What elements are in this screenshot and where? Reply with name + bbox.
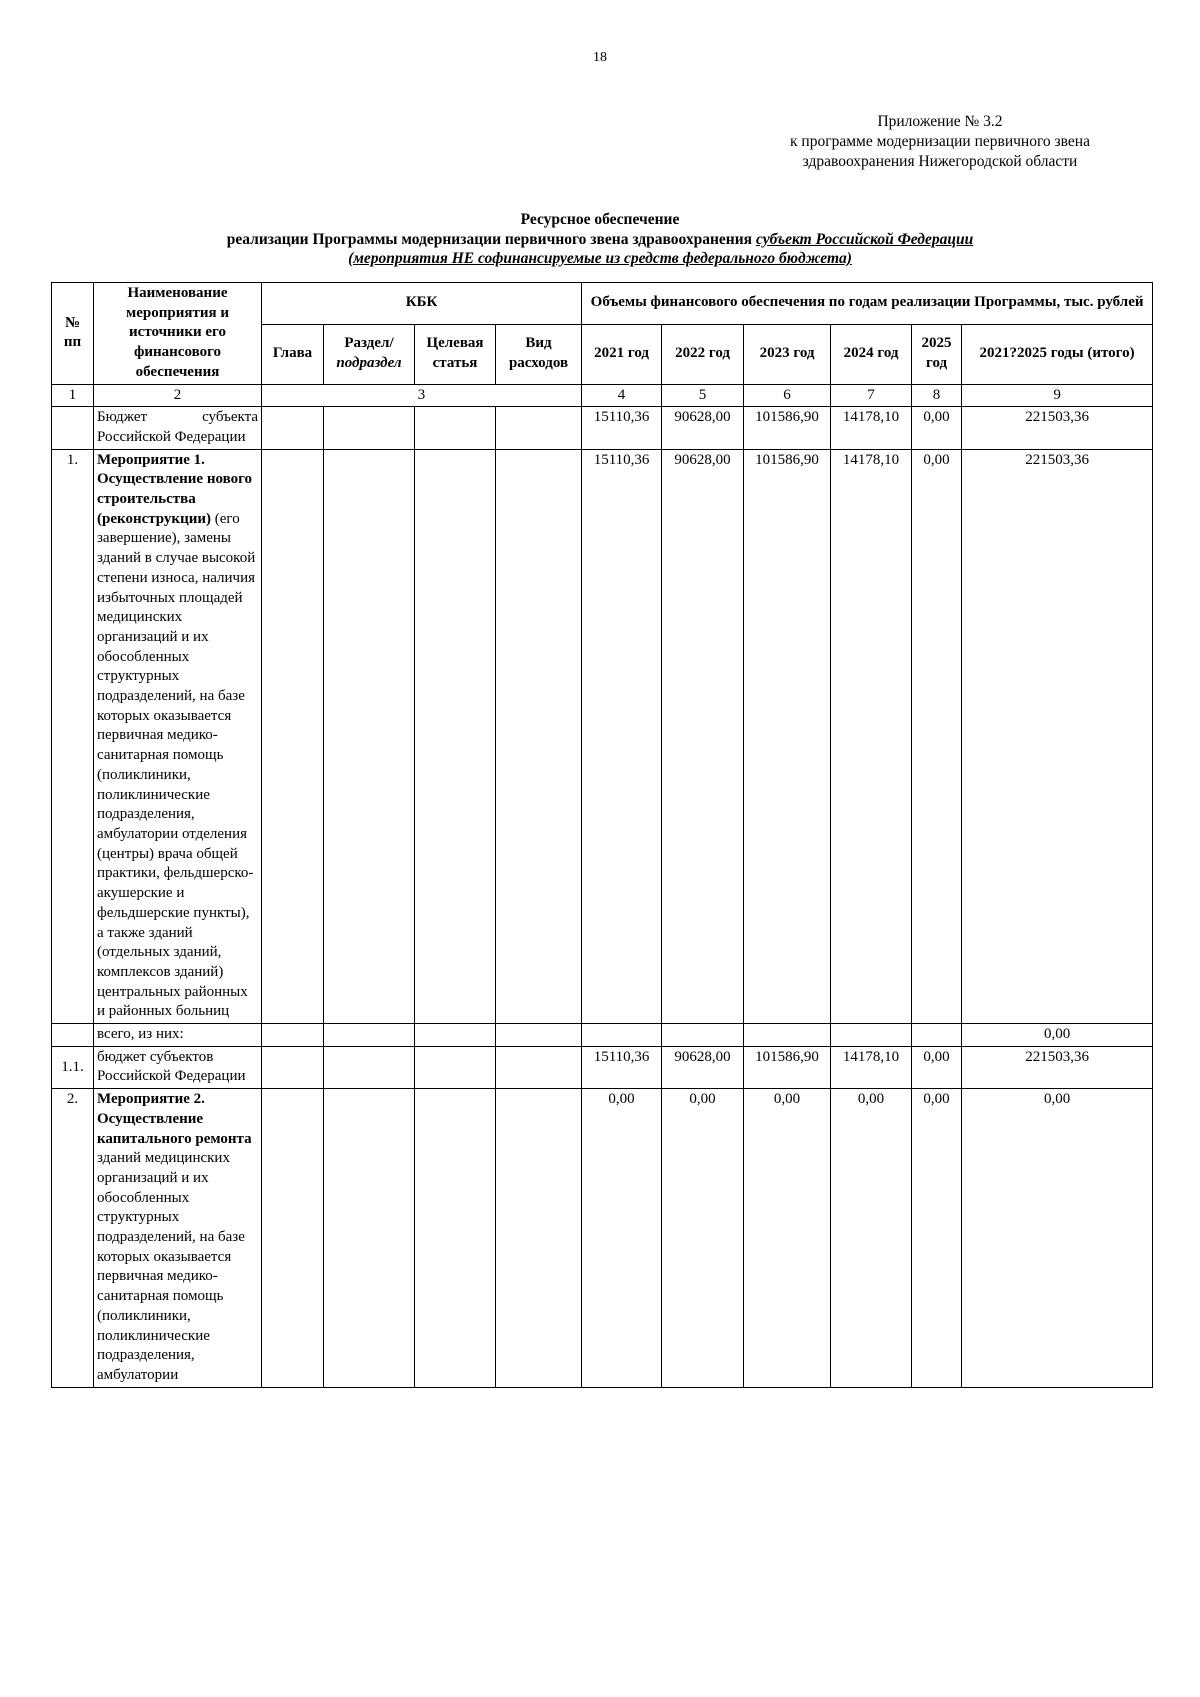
header-2023: 2023 год [744, 324, 831, 384]
cell-2024: 14178,10 [831, 407, 912, 449]
cell-vid [496, 1089, 582, 1388]
table-row-1-1 [52, 1046, 1153, 1088]
measure-2-description: зданий медицинских организаций и их обособленных структурных подразделений, на базе которых оказывается первичная медико-санитарная помощь (поликлиники, поликлинические подразделения, амбулатории [97, 1150, 245, 1383]
cell-2021: 0,00 [582, 1089, 662, 1388]
cell-glava [262, 1089, 324, 1388]
cell-2025: 0,00 [912, 1089, 962, 1388]
page-number: 18 [593, 50, 607, 65]
table-row-total-of [52, 1024, 1153, 1047]
header-razdel [324, 324, 415, 384]
measure-1-description: (его завершение), замены зданий в случае высокой степени износа, наличия избыточных площадей медицинских организаций и их обособленных структурных подразделений, на базе которых оказывается первичная медико-санитарная помощь (поликлиники, поликлинические подразделения, амбулатории отделения (центры) врача общей практики, фельдшерско-акушерские и фельдшерские пункты), а также зданий (отдельных зданий, комплексов зданий) центральных районных и районных больниц [97, 510, 256, 1020]
header-2022: 2022 год [662, 324, 744, 384]
cell-glava [262, 1046, 324, 1088]
cell-total: 0,00 [962, 1024, 1153, 1047]
header-num: № пп [52, 283, 94, 385]
title-line-2-plain: реализации Программы модернизации первичного звена здравоохранения [226, 230, 756, 248]
cell-2023: 101586,90 [744, 1046, 831, 1088]
resource-table [51, 282, 1153, 1388]
table-row-measure-1 [52, 449, 1153, 1023]
cell-2021: 15110,36 [582, 1046, 662, 1088]
title-line-1: Ресурсное обеспечение [520, 211, 680, 228]
cell-celevaya [415, 449, 496, 1023]
cell-total: 221503,36 [962, 407, 1153, 449]
cell-2023: 0,00 [744, 1089, 831, 1388]
cell-celevaya [415, 1024, 496, 1047]
cell-vid [496, 1024, 582, 1047]
cell-vid [496, 1046, 582, 1088]
cell-2023: 101586,90 [744, 407, 831, 449]
col-index-6: 6 [744, 384, 831, 407]
cell-num: 2. [52, 1089, 94, 1388]
cell-2021 [582, 1024, 662, 1047]
cell-2024: 0,00 [831, 1089, 912, 1388]
col-index-5: 5 [662, 384, 744, 407]
cell-num: 1. [52, 449, 94, 1023]
appendix-note [760, 112, 1120, 172]
cell-total: 0,00 [962, 1089, 1153, 1388]
cell-num: 1.1. [52, 1046, 94, 1088]
header-row-1 [52, 283, 1153, 325]
header-vid: Вид расходов [496, 324, 582, 384]
cell-glava [262, 449, 324, 1023]
measure-2-title: Мероприятие 2. Осуществление капитального ремонта [97, 1091, 252, 1147]
cell-razdel [324, 1089, 415, 1388]
col-index-9: 9 [962, 384, 1153, 407]
appendix-line-1: Приложение № 3.2 [877, 113, 1003, 130]
cell-2025 [912, 1024, 962, 1047]
cell-name [94, 1089, 262, 1388]
cell-total: 221503,36 [962, 449, 1153, 1023]
cell-2022: 90628,00 [662, 1046, 744, 1088]
title-line-3: (мероприятия НЕ софинансируемые из средств федерального бюджета) [348, 250, 852, 267]
cell-2023: 101586,90 [744, 449, 831, 1023]
cell-name: всего, из них: [94, 1024, 262, 1047]
header-kbk: КБК [262, 283, 582, 325]
header-name: Наименование мероприятия и источники его финансового обеспечения [94, 283, 262, 385]
header-2021: 2021 год [582, 324, 662, 384]
cell-glava [262, 407, 324, 449]
table-row-budget [52, 407, 1153, 449]
cell-celevaya [415, 407, 496, 449]
cell-razdel [324, 1024, 415, 1047]
title-line-2-underlined: субъект Российской Федерации [755, 230, 974, 248]
cell-razdel [324, 449, 415, 1023]
appendix-line-2: к программе модернизации первичного звена [790, 133, 1090, 150]
measure-1-title: Мероприятие 1. Осуществление нового строительства (реконструкции) [97, 451, 253, 527]
cell-2025: 0,00 [912, 407, 962, 449]
cell-2022: 0,00 [662, 1089, 744, 1388]
col-index-8: 8 [912, 384, 962, 407]
title-line-2 [60, 230, 1140, 250]
cell-2022: 90628,00 [662, 449, 744, 1023]
header-razdel-2: подраздел [336, 355, 402, 372]
cell-name: бюджет субъектов Российской Федерации [94, 1046, 262, 1088]
cell-2024: 14178,10 [831, 449, 912, 1023]
header-razdel-1: Раздел/ [344, 335, 394, 352]
cell-2021: 15110,36 [582, 407, 662, 449]
cell-razdel [324, 1046, 415, 1088]
col-index-7: 7 [831, 384, 912, 407]
header-volumes: Объемы финансового обеспечения по годам реализации Программы, тыс. рублей [582, 283, 1153, 325]
cell-2021: 15110,36 [582, 449, 662, 1023]
cell-name [94, 449, 262, 1023]
cell-num [52, 1024, 94, 1047]
col-index-3: 3 [262, 384, 582, 407]
cell-2025: 0,00 [912, 449, 962, 1023]
document-title [60, 210, 1140, 269]
cell-2024: 14178,10 [831, 1046, 912, 1088]
cell-2024 [831, 1024, 912, 1047]
header-2025: 2025 год [912, 324, 962, 384]
header-glava: Глава [262, 324, 324, 384]
column-index-row [52, 384, 1153, 407]
table-row-measure-2 [52, 1089, 1153, 1388]
appendix-line-3: здравоохранения Нижегородской области [802, 153, 1078, 170]
cell-total: 221503,36 [962, 1046, 1153, 1088]
cell-vid [496, 449, 582, 1023]
col-index-2: 2 [94, 384, 262, 407]
cell-glava [262, 1024, 324, 1047]
cell-2023 [744, 1024, 831, 1047]
header-2024: 2024 год [831, 324, 912, 384]
cell-celevaya [415, 1089, 496, 1388]
cell-vid [496, 407, 582, 449]
cell-2022 [662, 1024, 744, 1047]
header-celevaya: Целевая статья [415, 324, 496, 384]
header-total: 2021?2025 годы (итого) [962, 324, 1153, 384]
cell-razdel [324, 407, 415, 449]
cell-2025: 0,00 [912, 1046, 962, 1088]
cell-num [52, 407, 94, 449]
cell-2022: 90628,00 [662, 407, 744, 449]
col-index-4: 4 [582, 384, 662, 407]
col-index-1: 1 [52, 384, 94, 407]
cell-celevaya [415, 1046, 496, 1088]
cell-name: Бюджет субъекта Российской Федерации [94, 407, 262, 449]
